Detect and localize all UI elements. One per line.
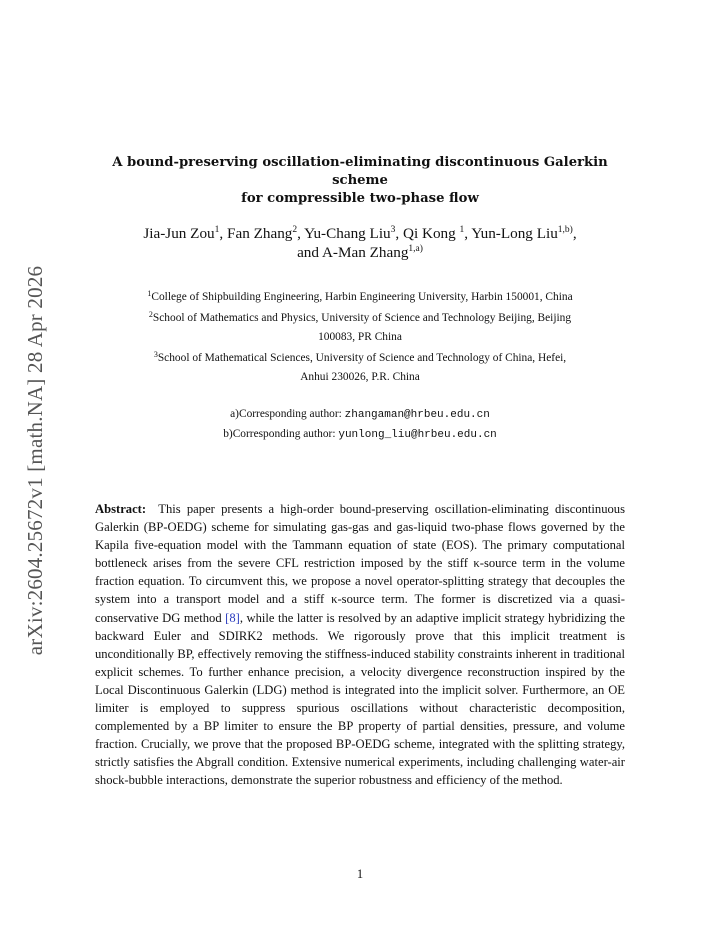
author-name: Fan Zhang	[227, 225, 293, 242]
author-affil-mark: 1,a)	[408, 244, 423, 254]
arxiv-identifier	[18, 255, 54, 665]
author-name: Yun-Long Liu	[471, 225, 558, 242]
corresponding-author-a	[85, 405, 635, 425]
affiliation-text: School of Mathematical Sciences, University of Science and Technology of China, Hefei,	[157, 352, 567, 364]
author-name: Qi Kong	[403, 225, 460, 242]
corresponding-authors	[85, 405, 635, 445]
author-affil-mark: 2	[292, 225, 298, 235]
author-affil-mark: 1	[214, 225, 220, 235]
affiliation-mark: 3	[153, 350, 158, 359]
paper-title	[95, 154, 625, 208]
arxiv-identifier-text: arXiv:2604.25672v1 [math.NA] 28 Apr 2026	[23, 265, 48, 655]
affiliation-mark: 2	[148, 310, 153, 319]
author-list	[80, 224, 640, 262]
citation-link[interactable]: [8]	[225, 610, 240, 625]
affiliation-1	[85, 288, 635, 307]
author-line-1: Jia-Jun Zou$^1$, Fan Zhang$^2$, Yu-Chang Liu$^3$, Qi Kong $^1$, Yun-Long Liu$^{1,b)}$,	[143, 225, 577, 242]
affiliation-2	[85, 309, 635, 347]
title-line-2: for compressible two-phase flow	[241, 191, 479, 206]
author-line-2	[80, 243, 640, 262]
corresponding-author-b	[85, 425, 635, 445]
corresponding-email[interactable]: yunlong_liu@hrbeu.edu.cn	[338, 429, 497, 441]
affiliation-text: College of Shipbuilding Engineering, Harbin Engineering University, Harbin 150001, China	[151, 291, 573, 303]
corresponding-email[interactable]: zhangaman@hrbeu.edu.cn	[344, 409, 490, 421]
corresponding-label: b)Corresponding author:	[223, 428, 339, 440]
abstract-heading: Abstract:	[95, 502, 147, 516]
author-name: Jia-Jun Zou	[143, 225, 215, 242]
affiliation-text-cont: 100083, PR China	[318, 331, 402, 343]
author-name: A-Man Zhang	[321, 244, 409, 261]
abstract-text: This paper presents a high-order bound-preserving oscillation-eliminating discontinuous Galerkin (BP-OEDG) scheme for simulating gas-gas and gas-liquid two-phase flows governed by the Kapila five-equation model with the Tammann equation of state (EOS). The primary computational bottleneck arises from the severe CFL restriction imposed by the stiff κ-source term in the volume fraction equation. To circumvent this, we propose a novel operator-splitting strategy that decouples the system into a transport model and a stiff κ-source term. The former is discretized via a quasi-conservative DG method	[95, 502, 625, 625]
page-number: 1	[356, 867, 364, 881]
author-affil-mark: 3	[390, 225, 396, 235]
affiliation-text: School of Mathematics and Physics, University of Science and Technology Beijing, Beijing	[152, 312, 572, 324]
title-line-1: A bound-preserving oscillation-eliminating discontinuous Galerkin scheme	[112, 155, 608, 188]
abstract	[95, 500, 625, 790]
author-name: Yu-Chang Liu	[304, 225, 391, 242]
affiliation-text-cont: Anhui 230026, P.R. China	[300, 371, 420, 383]
affiliation-mark: 1	[147, 289, 152, 298]
author-affil-mark: 1,b)	[557, 225, 573, 235]
abstract-text-cont: , while the latter is resolved by an adaptive implicit strategy hybridizing the backward Euler and SDIRK2 methods. We rigorously prove that this implicit treatment is unconditionally BP, effectively removing the stiffness-induced stability constraints inherent in traditional explicit schemes. To further enhance precision, a velocity divergence reconstruction inspired by the Local Discontinuous Galerkin (LDG) method is integrated into the implicit solver. Furthermore, an OE limiter is employed to suppress spurious oscillations without characteristic decomposition, complemented by a BP limiter to ensure the BP property of partial densities, pressure, and volume fraction. Crucially, we prove that the proposed BP-OEDG scheme, integrated with the splitting strategy, strictly satisfies the Abgrall condition. Extensive numerical experiments, including challenging water-air shock-bubble interactions, demonstrate the superior robustness and efficiency of the method.	[95, 610, 625, 788]
author-connector: and	[297, 244, 322, 261]
corresponding-label: a)Corresponding author:	[230, 408, 345, 420]
author-affil-mark: 1	[459, 225, 465, 235]
affiliation-3	[85, 349, 635, 387]
